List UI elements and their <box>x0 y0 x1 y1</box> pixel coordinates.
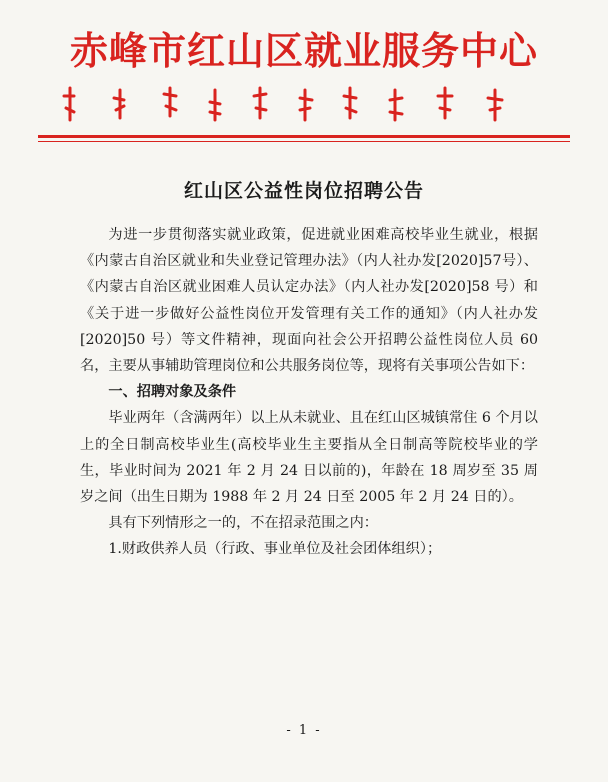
eligibility-paragraph: 毕业两年（含满两年）以上从未就业、且在红山区城镇常住 6 个月以上的全日制高校毕业生(高校毕业生主要指从全日制高等院校毕业的学生，毕业时间为 2021 年 2 月 24 日以前的)，年龄在 18 周岁至 35 周岁之间（出生日期为 1988 年 2 月 24 日至 2005 年 2 月 24 日的）。 <box>80 410 538 506</box>
exclusion-intro: 具有下列情形之一的，不在招录范围之内： <box>108 515 378 532</box>
letterhead-title: 赤峰市红山区就业服务中心 <box>69 28 538 73</box>
red-divider-thick <box>38 135 570 138</box>
red-divider-thin <box>38 141 570 142</box>
page-number: - 1 - <box>286 723 322 738</box>
document-title: 红山区公益性岗位招聘公告 <box>183 180 424 202</box>
exclusion-item-1: 1.财政供养人员（行政、事业单位及社会团体组织）； <box>108 541 442 558</box>
section-heading: 一、招聘对象及条件 <box>108 384 237 401</box>
intro-paragraph: 为进一步贯彻落实就业政策，促进就业困难高校毕业生就业，根据《内蒙古自治区就业和失业登记管理办法》（内人社办发[2020]57号）、《内蒙古自治区就业困难人员认定办法》（内人社办发[2020]58 号）和《关于进一步做好公益性岗位开发管理有关工作的通知》（内人社办发[2020]50 号）等文件精神，现面向社会公开招聘公益性岗位人员 60 名，主要从事辅助管理岗位和公共服务岗位等，现将有关事项公告如下： <box>80 227 538 375</box>
document-body <box>80 222 538 563</box>
mongolian-script-logo <box>60 82 510 124</box>
